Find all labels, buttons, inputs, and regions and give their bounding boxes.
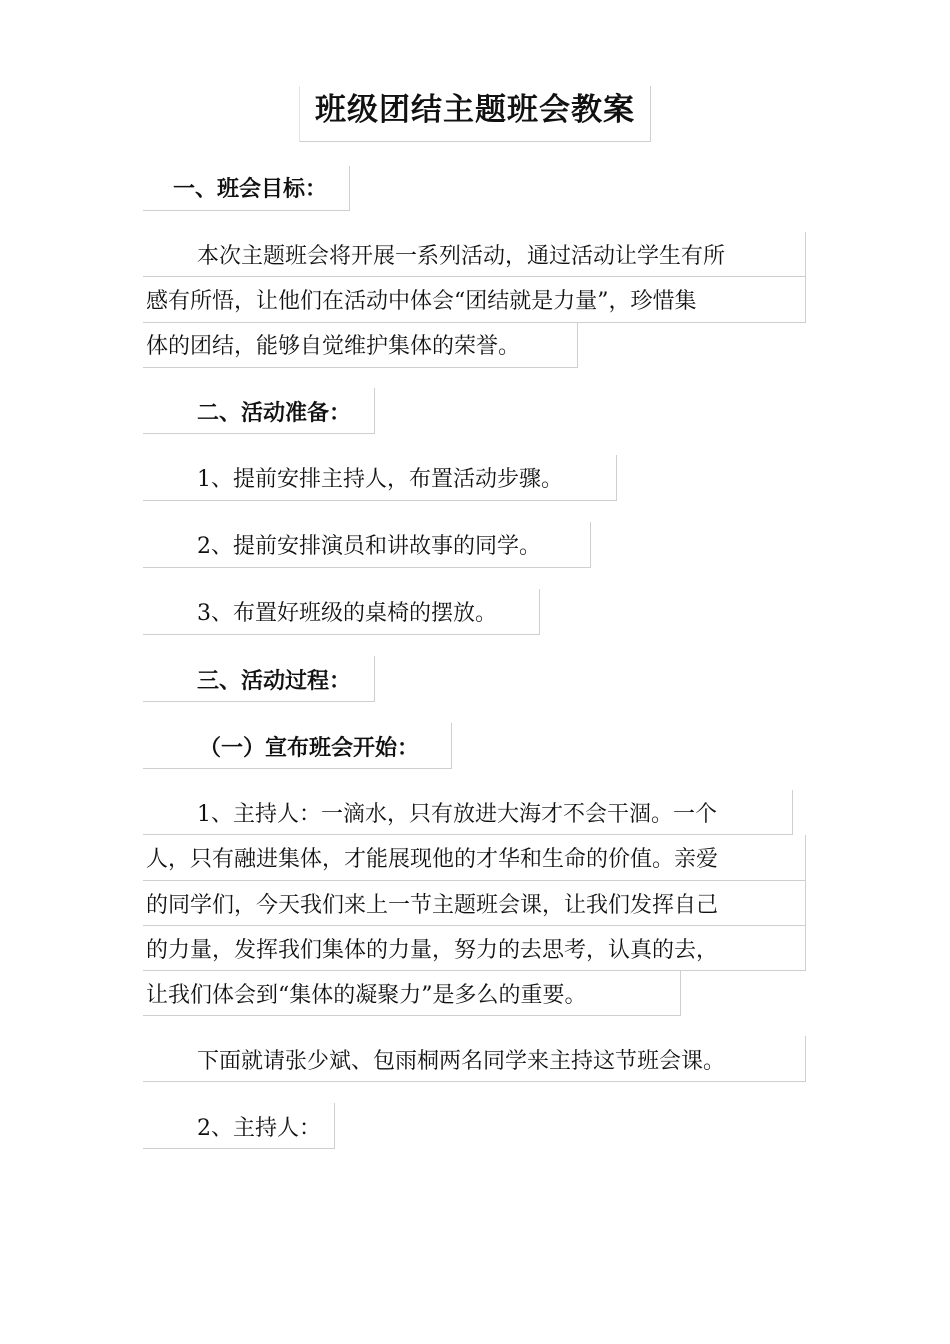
goals-line-3-text: 体的团结，能够自觉维护集体的荣誉。 — [146, 334, 521, 359]
preparation-item-1 — [143, 455, 617, 501]
section-heading-preparation — [143, 388, 375, 434]
goals-line-2 — [143, 277, 806, 323]
preparation-item-1-text: 1、提前安排主持人，布置活动步骤。 — [197, 467, 563, 492]
preparation-item-2 — [143, 522, 591, 568]
host-item-2 — [143, 1103, 335, 1149]
host-line-1 — [143, 790, 793, 835]
host-line-4-text: 的力量，发挥我们集体的力量，努力的去思考，认真的去， — [146, 938, 719, 963]
host-line-1-text: 1、主持人：一滴水，只有放进大海才不会干涸。一个 — [197, 802, 717, 827]
section-heading-preparation-text: 二、活动准备： — [197, 401, 352, 426]
section-heading-goals-text: 一、班会目标： — [173, 177, 328, 202]
host-line-5-text: 让我们体会到“集体的凝聚力”是多么的重要。 — [146, 983, 587, 1008]
section-heading-process — [143, 656, 375, 702]
goals-line-1-text: 本次主题班会将开展一系列活动，通过活动让学生有所 — [197, 244, 726, 269]
host-line-2-text: 人，只有融进集体，才能展现他的才华和生命的价值。亲爱 — [146, 847, 719, 872]
subheading-start-text: （一）宣布班会开始： — [199, 736, 420, 761]
section-heading-goals — [143, 166, 350, 211]
preparation-item-2-text: 2、提前安排演员和讲故事的同学。 — [197, 534, 541, 559]
host-line-3 — [143, 881, 806, 926]
host-introduction — [143, 1036, 806, 1082]
host-line-5 — [143, 971, 681, 1016]
section-heading-process-text: 三、活动过程： — [197, 669, 352, 694]
host-line-4 — [143, 926, 806, 971]
preparation-item-3 — [143, 589, 540, 635]
subheading-start — [143, 723, 452, 769]
goals-line-2-text: 感有所悟，让他们在活动中体会“团结就是力量”，珍惜集 — [146, 289, 697, 314]
host-introduction-text: 下面就请张少斌、包雨桐两名同学来主持这节班会课。 — [197, 1049, 726, 1074]
host-item-2-text: 2、主持人： — [197, 1116, 321, 1141]
host-line-3-text: 的同学们，今天我们来上一节主题班会课，让我们发挥自己 — [146, 893, 719, 918]
goals-line-3 — [143, 323, 578, 368]
host-line-2 — [143, 835, 806, 881]
goals-line-1 — [143, 232, 806, 277]
preparation-item-3-text: 3、布置好班级的桌椅的摆放。 — [197, 601, 497, 626]
document-title: 班级团结主题班会教案 — [299, 86, 651, 142]
